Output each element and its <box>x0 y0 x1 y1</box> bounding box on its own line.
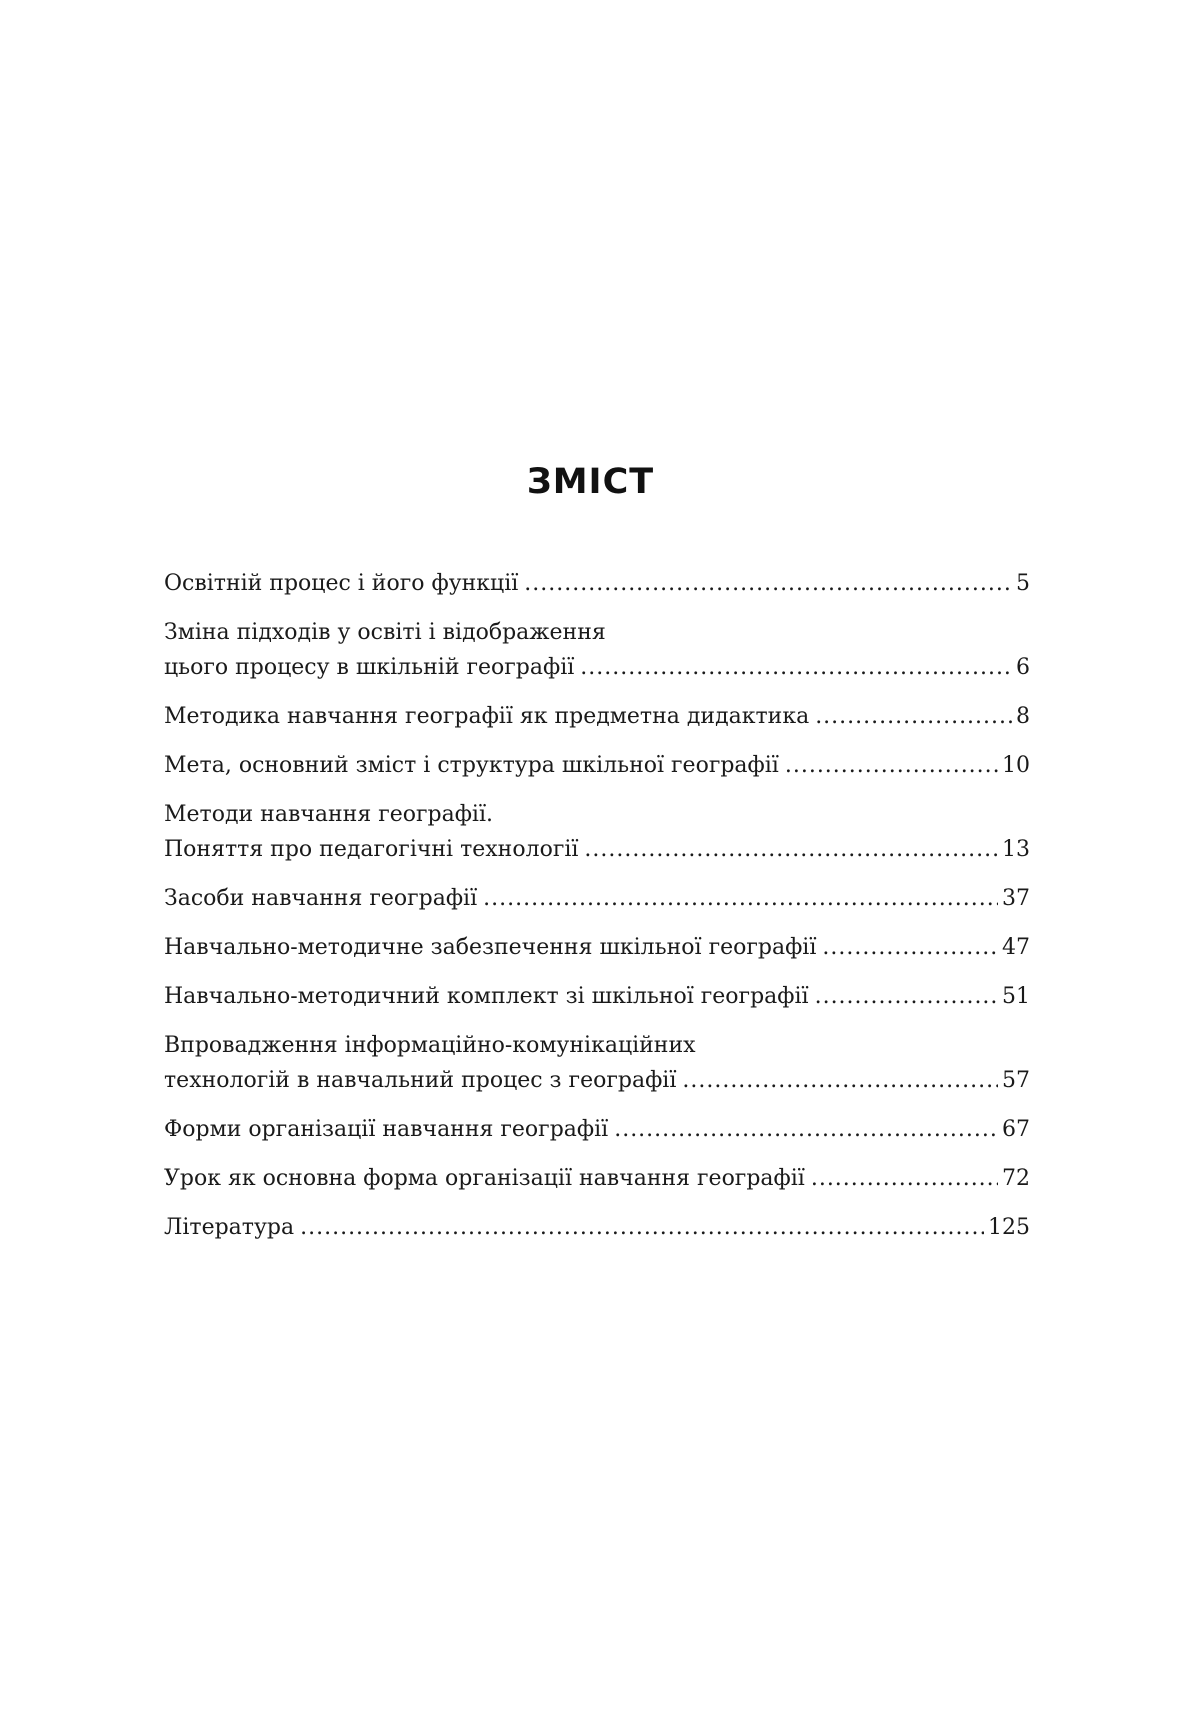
toc-entry-line <box>164 832 1030 867</box>
toc-entry-line <box>164 979 1030 1014</box>
toc-entry[interactable] <box>164 797 1030 867</box>
toc-entry-line <box>164 1210 1030 1245</box>
dot-leader <box>584 832 998 867</box>
toc-entry-title: Засоби навчання географії <box>164 886 478 911</box>
toc-entry-title-line: Зміна підходів у освіті і відображення <box>164 620 606 645</box>
toc-entry-title: Освітній процес і його функції <box>164 571 519 596</box>
toc-entry-page-number: 67 <box>1002 1117 1030 1142</box>
dot-leader <box>614 1112 998 1147</box>
table-of-contents <box>164 566 1030 1245</box>
toc-entry[interactable] <box>164 979 1030 1014</box>
toc-entry-page-number: 8 <box>1016 704 1030 729</box>
dot-leader <box>822 930 998 965</box>
dot-leader <box>785 748 998 783</box>
dot-leader <box>580 650 1012 685</box>
toc-entry-line <box>164 566 1030 601</box>
toc-entry[interactable] <box>164 881 1030 916</box>
toc-entry-title: Навчально-методичне забезпечення шкільної географії <box>164 935 817 960</box>
toc-entry-title: Методика навчання географії як предметна дидактика <box>164 704 810 729</box>
toc-entry-title-line: Методи навчання географії. <box>164 802 493 827</box>
toc-entry-title-line: Впровадження інформаційно-комунікаційних <box>164 1033 696 1058</box>
toc-entry[interactable] <box>164 699 1030 734</box>
dot-leader <box>815 979 998 1014</box>
toc-entry-page-number: 5 <box>1016 571 1030 596</box>
toc-entry-page-number: 6 <box>1016 655 1030 680</box>
toc-entry[interactable] <box>164 1112 1030 1147</box>
toc-entry[interactable] <box>164 1210 1030 1245</box>
dot-leader <box>483 881 998 916</box>
toc-entry-line <box>164 881 1030 916</box>
toc-entry-title: Література <box>164 1215 295 1240</box>
toc-entry-line <box>164 650 1030 685</box>
toc-entry-line <box>164 930 1030 965</box>
dot-leader <box>300 1210 984 1245</box>
toc-entry-title: Урок як основна форма організації навчання географії <box>164 1166 805 1191</box>
toc-entry-title: цього процесу в шкільній географії <box>164 655 575 680</box>
toc-entry-line <box>164 748 1030 783</box>
toc-entry-page-number: 72 <box>1002 1166 1030 1191</box>
dot-leader <box>524 566 1012 601</box>
toc-entry-page-number: 10 <box>1002 753 1030 778</box>
dot-leader <box>815 699 1012 734</box>
toc-entry-page-number: 13 <box>1002 837 1030 862</box>
toc-entry[interactable] <box>164 930 1030 965</box>
toc-entry-title: Мета, основний зміст і структура шкільної географії <box>164 753 779 778</box>
toc-entry[interactable] <box>164 1161 1030 1196</box>
toc-entry-line <box>164 1161 1030 1196</box>
toc-entry-line <box>164 699 1030 734</box>
toc-entry-title: Форми організації навчання географії <box>164 1117 609 1142</box>
toc-entry[interactable] <box>164 566 1030 601</box>
dot-leader <box>811 1161 998 1196</box>
toc-entry[interactable] <box>164 748 1030 783</box>
toc-entry[interactable] <box>164 615 1030 685</box>
toc-entry-page-number: 51 <box>1002 984 1030 1009</box>
toc-entry[interactable] <box>164 1028 1030 1098</box>
toc-entry-title: Навчально-методичний комплект зі шкільної географії <box>164 984 809 1009</box>
toc-entry-title: технологій в навчальний процес з географії <box>164 1068 677 1093</box>
toc-entry-title: Поняття про педагогічні технології <box>164 837 579 862</box>
toc-entry-line <box>164 1112 1030 1147</box>
toc-entry-page-number: 57 <box>1002 1068 1030 1093</box>
toc-title: ЗМІСТ <box>526 462 655 502</box>
toc-entry-line <box>164 1063 1030 1098</box>
toc-entry-page-number: 47 <box>1002 935 1030 960</box>
toc-entry-page-number: 37 <box>1002 886 1030 911</box>
dot-leader <box>682 1063 998 1098</box>
toc-entry-page-number: 125 <box>988 1215 1030 1240</box>
